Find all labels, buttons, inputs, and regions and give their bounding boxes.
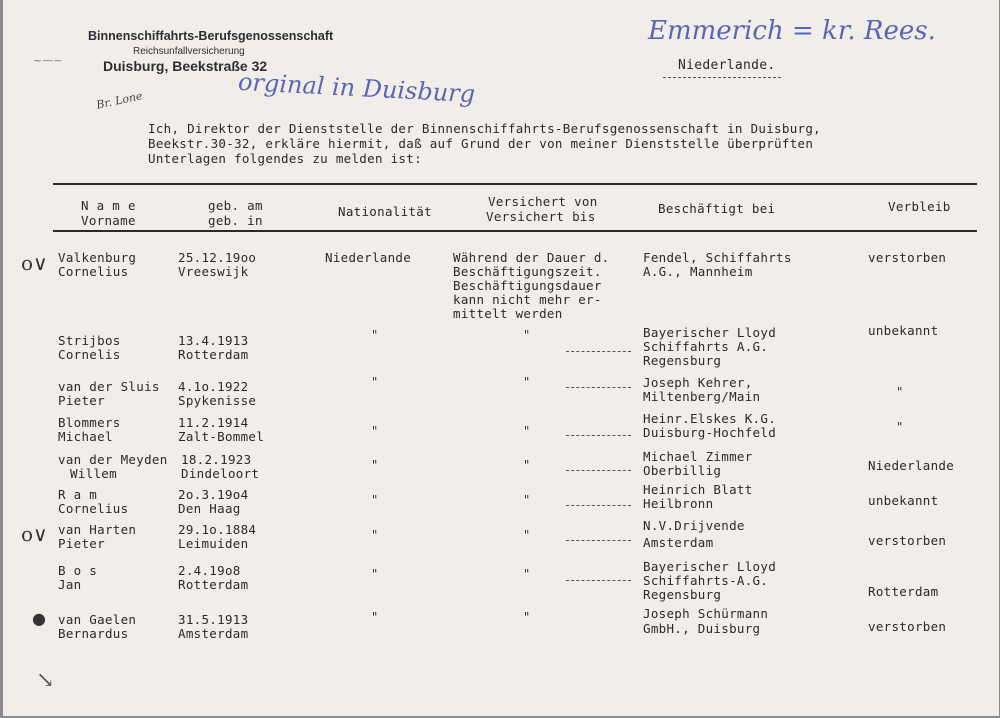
row9-name: van Gaelen [58,612,137,627]
header-vorname: Vorname [81,213,136,228]
header-geb-am: geb. am [208,198,263,213]
pencil-scribble: ~—~ [33,54,63,67]
row4-date: 11.2.1914 [178,415,249,430]
header-geb-in: geb. in [208,213,263,228]
stamp-line-1: Binnenschiffahrts-Berufsgenossenschaft [88,29,334,43]
row6-insured-ditto: " [523,493,531,507]
country-heading: Niederlande. [678,58,776,73]
row3-name: van der Sluis [58,379,160,394]
row3-status-ditto: " [896,385,904,399]
row1-status: verstorben [868,250,947,265]
row4-name: Blommers [58,415,121,430]
row8-employer: Bayerischer Lloyd [643,559,777,574]
row2-insured-ditto: " [523,328,531,342]
row8-insured-ditto: " [523,567,531,581]
intro-line-3: Unterlagen folgendes zu melden ist: [148,151,422,166]
row5-employer: Michael Zimmer [643,449,753,464]
row3-dash [566,387,631,388]
stamp-line-3: Duisburg, Beekstraße 32 [103,58,268,74]
row5-date: 18.2.1923 [181,452,252,467]
row1-nationality: Niederlande [325,250,412,265]
row8-dash [566,580,631,581]
intro-line-2: Beekstr.30-32, erkläre hiermit, daß auf Grund der von meiner Dienststelle überprüften [148,136,814,151]
row2-employer: Bayerischer Lloyd [643,325,777,340]
pencil-note: Br. Lone [95,89,144,112]
row2-dash [566,351,631,352]
row7-place: Leimuiden [178,536,249,551]
row7-employer: Amsterdam [643,535,714,550]
row7-nationality-ditto: " [371,528,379,542]
row4-employer: Heinr.Elskes K.G. [643,411,777,426]
row9-status: verstorben [868,619,947,634]
row5-name: van der Meyden [58,452,168,467]
row9-place: Amsterdam [178,626,249,641]
row6-name: R a m [58,487,98,502]
row8-name: B o s [58,563,98,578]
row1-employer: Fendel, Schiffahrts [643,250,792,265]
row8-status: Rotterdam [868,584,939,599]
handwritten-location-note: Emmerich = kr. Rees. [648,16,936,46]
row2-nationality-ditto: " [371,328,379,342]
row1-place: Vreeswijk [178,264,249,279]
row3-employer: Joseph Kehrer, [643,375,753,390]
row8-employer: Regensburg [643,587,722,602]
row6-employer: Heinrich Blatt [643,482,753,497]
intro-line-1: Ich, Direktor der Dienststelle der Binnenschiffahrts-Berufsgenossenschaft in Duisburg, [148,121,822,136]
stamp-line-2: Reichsunfallversicherung [133,46,245,57]
row3-date: 4.1o.1922 [178,379,249,394]
row2-date: 13.4.1913 [178,333,249,348]
row1-insured: Beschäftigungszeit. [453,264,602,279]
header-beschaeftigt: Beschäftigt bei [658,201,776,216]
row2-place: Rotterdam [178,347,249,362]
corner-pencil-mark: ↘ [36,668,55,693]
row6-employer: Heilbronn [643,496,714,511]
row2-name: Strijbos [58,333,121,348]
document-page [3,0,999,716]
row3-employer: Miltenberg/Main [643,389,761,404]
row6-date: 2o.3.19o4 [178,487,249,502]
header-name: N a m e [81,198,136,213]
row1-insured: Während der Dauer d. [453,250,610,265]
row8-nationality-ditto: " [371,567,379,581]
row9-employer: Joseph Schürmann [643,606,769,621]
row6-place: Den Haag [178,501,241,516]
margin-check-mark: o∨ [21,522,48,546]
row7-status: verstorben [868,533,947,548]
row5-dash [566,470,631,471]
row7-vorname: Pieter [58,536,105,551]
row6-status: unbekannt [868,493,939,508]
row4-employer: Duisburg-Hochfeld [643,425,777,440]
row9-insured-ditto: " [523,610,531,624]
row9-nationality-ditto: " [371,610,379,624]
header-versichert-von: Versichert von [488,194,598,209]
row3-nationality-ditto: " [371,375,379,389]
row3-place: Spykenisse [178,393,257,408]
row9-vorname: Bernardus [58,626,129,641]
row1-insured: kann nicht mehr er- [453,292,602,307]
row3-insured-ditto: " [523,375,531,389]
row4-nationality-ditto: " [371,424,379,438]
country-underline [663,77,781,78]
row2-employer: Schiffahrts A.G. [643,339,769,354]
row5-place: Dindeloort [181,466,260,481]
header-nationalitaet: Nationalität [338,204,432,219]
table-header-rule [53,230,977,232]
row4-status-ditto: " [896,420,904,434]
row1-employer: A.G., Mannheim [643,264,753,279]
row8-vorname: Jan [58,577,82,592]
row6-nationality-ditto: " [371,493,379,507]
row4-dash [566,435,631,436]
row1-name: Valkenburg [58,250,137,265]
table-top-rule [53,183,977,185]
row2-status: unbekannt [868,323,939,338]
header-versichert-bis: Versichert bis [486,209,596,224]
handwritten-original-note: orginal in Duisburg [237,67,476,109]
row1-insured: Beschäftigungsdauer [453,278,602,293]
row7-insured-ditto: " [523,528,531,542]
row8-place: Rotterdam [178,577,249,592]
row9-employer: GmbH., Duisburg [643,621,761,636]
row8-employer: Schiffahrts-A.G. [643,573,769,588]
row5-nationality-ditto: " [371,458,379,472]
row7-employer: N.V.Drijvende [643,518,745,533]
row6-vorname: Cornelius [58,501,129,516]
row4-place: Zalt-Bommel [178,429,265,444]
row5-insured-ditto: " [523,458,531,472]
row7-dash [566,540,631,541]
margin-check-mark: o∨ [21,251,48,275]
row5-status: Niederlande [868,458,955,473]
row8-date: 2.4.19o8 [178,563,241,578]
row1-date: 25.12.19oo [178,250,257,265]
row5-vorname: Willem [70,466,117,481]
row4-vorname: Michael [58,429,113,444]
row9-date: 31.5.1913 [178,612,249,627]
row7-name: van Harten [58,522,137,537]
row1-vorname: Cornelius [58,264,129,279]
row6-dash [566,505,631,506]
row2-vorname: Cornelis [58,347,121,362]
row5-employer: Oberbillig [643,463,722,478]
margin-bullet-mark: ● [32,609,46,628]
row3-vorname: Pieter [58,393,105,408]
row4-insured-ditto: " [523,424,531,438]
header-verbleib: Verbleib [888,199,951,214]
row7-date: 29.1o.1884 [178,522,257,537]
row2-employer: Regensburg [643,353,722,368]
row1-insured: mittelt werden [453,306,563,321]
